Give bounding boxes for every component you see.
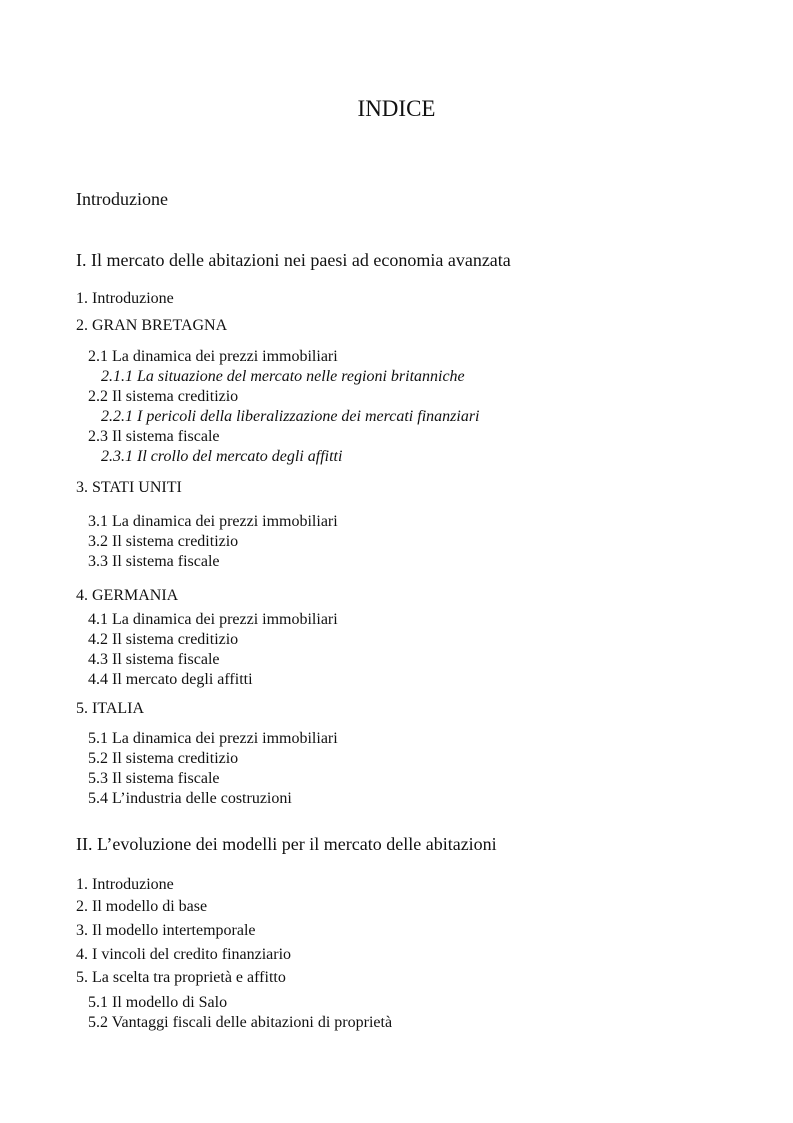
chapter-1-heading: I. Il mercato delle abitazioni nei paesi ad economia avanzata [76,250,511,270]
toc-ch1-s4-1: 4.1 La dinamica dei prezzi immobiliari [88,611,338,628]
page-title: INDICE [357,96,436,121]
toc-ch1-s3-2: 3.2 Il sistema creditizio [88,533,239,550]
toc-ch2-s1: 1. Introduzione [76,876,174,893]
toc-ch2-s5: 5. La scelta tra proprietà e affitto [76,969,286,986]
toc-ch1-s1: 1. Introduzione [76,290,174,307]
toc-ch1-s4-4: 4.4 Il mercato degli affitti [88,671,253,688]
toc-ch1-s5-3: 5.3 Il sistema fiscale [88,770,220,787]
toc-ch1-s4-3: 4.3 Il sistema fiscale [88,651,220,668]
toc-ch1-s2-2-1: 2.2.1 I pericoli della liberalizzazione dei mercati finanziari [101,408,480,425]
toc-ch1-s4-2: 4.2 Il sistema creditizio [88,631,239,648]
toc-ch1-s5: 5. ITALIA [76,700,145,717]
toc-ch1-s3-3: 3.3 Il sistema fiscale [88,553,220,570]
toc-ch1-s2-1-1: 2.1.1 La situazione del mercato nelle regioni britanniche [101,368,465,385]
toc-ch1-s3: 3. STATI UNITI [76,479,182,496]
toc-ch1-s2-2: 2.2 Il sistema creditizio [88,388,239,405]
toc-ch1-s2-3: 2.3 Il sistema fiscale [88,428,220,445]
toc-ch2-s5-2: 5.2 Vantaggi fiscali delle abitazioni di proprietà [88,1014,393,1031]
toc-ch1-s5-2: 5.2 Il sistema creditizio [88,750,239,767]
toc-ch1-s2-3-1: 2.3.1 Il crollo del mercato degli affitti [101,448,343,465]
toc-ch2-s2: 2. Il modello di base [76,898,208,915]
toc-ch1-s4: 4. GERMANIA [76,587,179,604]
toc-ch2-s3: 3. Il modello intertemporale [76,922,256,939]
toc-ch1-s5-1: 5.1 La dinamica dei prezzi immobiliari [88,730,338,747]
toc-introduction: Introduzione [76,189,168,209]
toc-ch1-s2-1: 2.1 La dinamica dei prezzi immobiliari [88,348,338,365]
toc-ch1-s5-4: 5.4 L’industria delle costruzioni [88,790,292,807]
toc-ch1-s2: 2. GRAN BRETAGNA [76,317,228,334]
toc-ch2-s4: 4. I vincoli del credito finanziario [76,946,292,963]
toc-ch1-s3-1: 3.1 La dinamica dei prezzi immobiliari [88,513,338,530]
chapter-2-heading: II. L’evoluzione dei modelli per il mercato delle abitazioni [76,834,497,854]
toc-ch2-s5-1: 5.1 Il modello di Salo [88,994,228,1011]
